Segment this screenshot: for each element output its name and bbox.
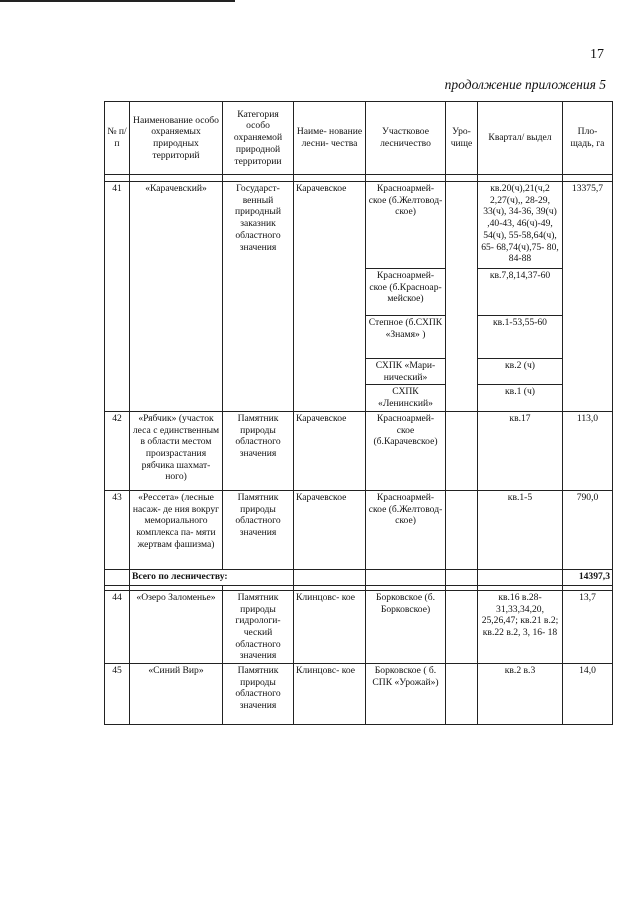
cell-block: кв.7,8,14,37-60: [478, 269, 563, 316]
cell-district: Степное (б.СХПК «Знамя» ): [366, 316, 446, 359]
cell-area: 13375,7: [563, 182, 613, 412]
cell-forestry: Карачевское: [294, 490, 366, 569]
page-number: 17: [590, 47, 604, 62]
cell-num: 45: [105, 664, 130, 725]
cell-name: «Озеро Заломенье»: [130, 590, 223, 663]
table-row: [105, 590, 613, 663]
header-name: Наименование особо охраняемых природных территорий: [130, 102, 223, 175]
cell-forestry: Клинцовс- кое: [294, 664, 366, 725]
cell-num: 41: [105, 182, 130, 412]
cell-tract: [446, 490, 478, 569]
continuation-caption: продолжение приложения 5: [444, 77, 606, 92]
protected-areas-table: [104, 101, 613, 725]
cell-num: 42: [105, 411, 130, 490]
cell-category: Памятник природы областного значения: [223, 664, 294, 725]
cell-block: кв.2 в.3: [478, 664, 563, 725]
cell-name: «Карачевский»: [130, 182, 223, 412]
cell-category: Памятник природы областного значения: [223, 411, 294, 490]
total-value: 14397,3: [563, 569, 613, 585]
cell-forestry: Клинцовс- кое: [294, 590, 366, 663]
cell-area: 14,0: [563, 664, 613, 725]
cell-forestry: Карачевское: [294, 411, 366, 490]
cell-area: 13,7: [563, 590, 613, 663]
cell-num: 43: [105, 490, 130, 569]
table-row: [105, 490, 613, 569]
table-row: [105, 664, 613, 725]
cell-block: кв.1 (ч): [478, 385, 563, 411]
cell-area: 790,0: [563, 490, 613, 569]
cell-block: кв.17: [478, 411, 563, 490]
total-label: Всего по лесничеству:: [130, 569, 294, 585]
cell-category: Памятник природы областного значения: [223, 490, 294, 569]
cell-block: кв.1-53,55-60: [478, 316, 563, 359]
spacer-row: [105, 175, 613, 182]
cell-tract: [446, 590, 478, 663]
cell-area: 113,0: [563, 411, 613, 490]
cell-district: СХПК «Ленинский»: [366, 385, 446, 411]
cell-district: Красноармей- ское (б.Желтовод- ское): [366, 490, 446, 569]
cell-tract: [446, 411, 478, 490]
total-row: [105, 569, 613, 585]
cell-name: «Рессета» (лесные насаж- де ния вокруг мемориального комплекса па- мяти жертвам фашизма): [130, 490, 223, 569]
table-header-row: [105, 102, 613, 175]
cell-block: кв.1-5: [478, 490, 563, 569]
cell-district: Красноармей- ское (б.Желтовод- ское): [366, 182, 446, 269]
table-row: [105, 182, 613, 269]
cell-district: СХПК «Мари- нический»: [366, 359, 446, 385]
cell-district: Борковское (б. Борковское): [366, 590, 446, 663]
cell-district: Борковское ( б. СПК «Урожай»): [366, 664, 446, 725]
cell-block: кв.16 в.28- 31,33,34,20, 25,26,47; кв.21 в.2; кв.22 в.2, 3, 16- 18: [478, 590, 563, 663]
cell-block: кв.20(ч),21(ч,2 2,27(ч),, 28-29, 33(ч), 34-36, 39(ч) ,40-43, 46(ч)-49, 54(ч), 55-58,64(ч), 65- 68,74(ч),75- 80, 84-88: [478, 182, 563, 269]
cell-category: Памятник природы гидрологи- ческий областного значения: [223, 590, 294, 663]
header-block: Квартал/ выдел: [478, 102, 563, 175]
cell-name: «Синий Вир»: [130, 664, 223, 725]
header-forestry: Наиме- нование лесни- чества: [294, 102, 366, 175]
cell-tract: [446, 182, 478, 412]
cell-block: кв.2 (ч): [478, 359, 563, 385]
cell-district: Красноармей- ское (б.Красноар- мейское): [366, 269, 446, 316]
top-rule: [0, 0, 235, 2]
header-district: Участковое лесничество: [366, 102, 446, 175]
cell-name: «Рябчик» (участок леса с единственным в области местом произрастания рябчика шахмат- ного): [130, 411, 223, 490]
cell-category: Государст- венный природный заказник областного значения: [223, 182, 294, 412]
header-category: Категория особо охраняемой природной территории: [223, 102, 294, 175]
header-tract: Уро- чище: [446, 102, 478, 175]
header-area: Пло- щадь, га: [563, 102, 613, 175]
cell-district: Красноармей- ское (б.Карачевское): [366, 411, 446, 490]
cell-forestry: Карачевское: [294, 182, 366, 412]
cell-num: 44: [105, 590, 130, 663]
header-num: № п/п: [105, 102, 130, 175]
cell-tract: [446, 664, 478, 725]
table-row: [105, 411, 613, 490]
